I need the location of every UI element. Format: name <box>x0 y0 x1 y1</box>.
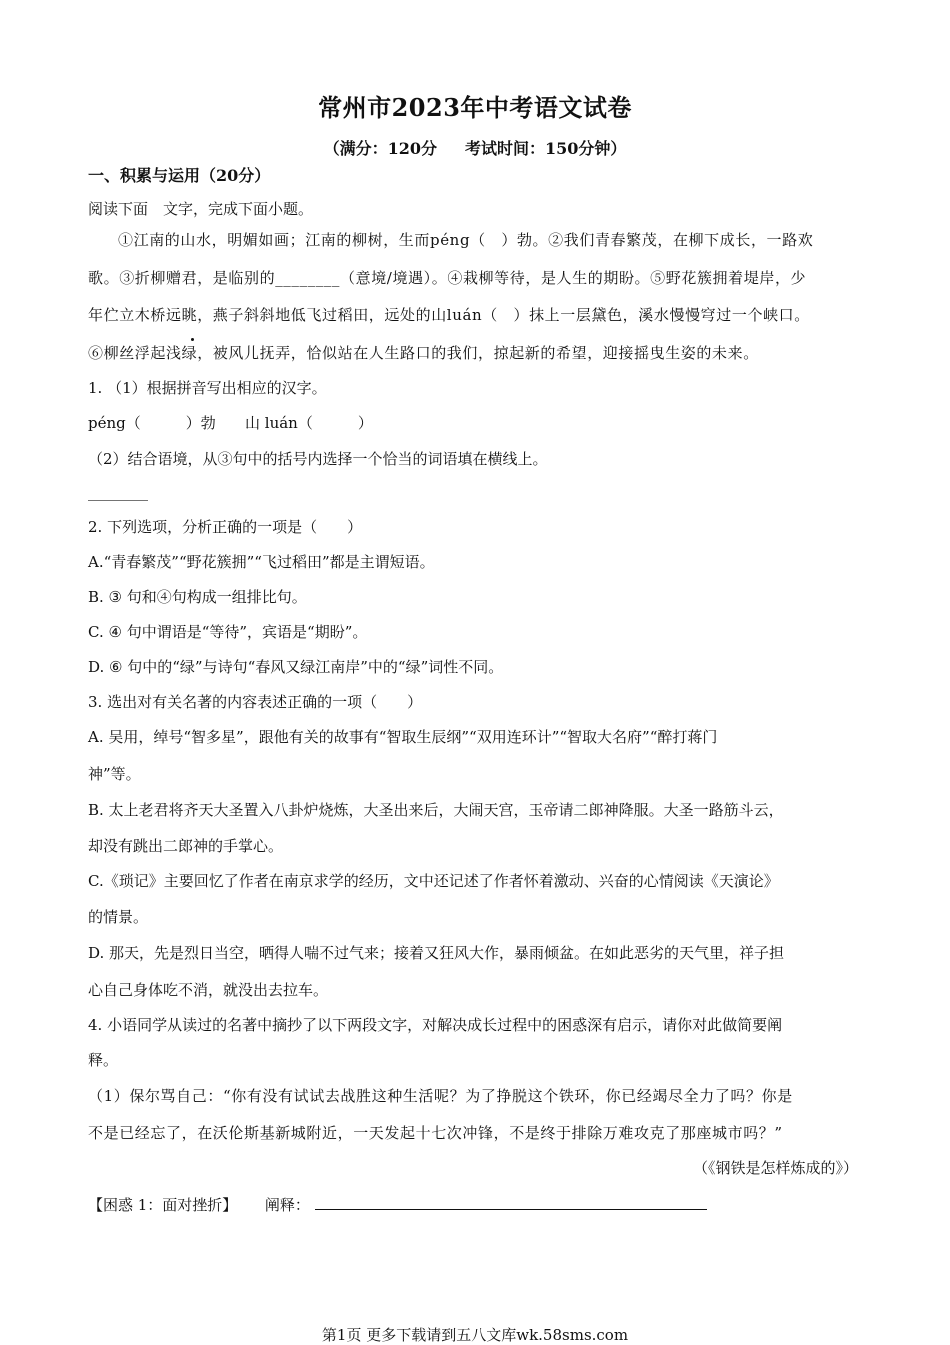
passage-line-1: ①江南的山水，明媚如画；江南的柳树，生而péng（ ）勃。②我们青春繁茂，在柳下成长，一路欢 <box>118 231 814 249</box>
page-footer: 第1页 更多下载请到五八文库wk.58sms.com <box>321 1326 629 1344</box>
question-3-option-b-cont: 却没有跳出二郎神的手掌心。 <box>88 837 284 855</box>
passage-line-4: ⑥柳丝浮起浅绿，被风儿抚弄，恰似站在人生路口的我们，掠起新的希望，迎接摇曳生姿的未来。 <box>88 344 759 362</box>
confusion-row <box>88 1193 707 1215</box>
question-2-option-b: B. ③ 句和④句构成一组排比句。 <box>88 588 307 606</box>
answer-blank <box>315 1193 707 1210</box>
question-2-stem: 2. 下列选项，分析正确的一项是（ ） <box>88 518 363 536</box>
full-score: （满分：120分 <box>323 139 437 158</box>
question-3-option-d: D. 那天，先是烈日当空，晒得人喘不过气来；接着又狂风大作，暴雨倾盆。在如此恶劣的天气里，祥子担 <box>88 944 785 962</box>
passage-line-3: 年伫立木桥远眺，燕子斜斜地低飞过稻田，远处的山luán（ ）抹上一层黛色，溪水慢慢穹过一个峡口。 <box>88 306 810 324</box>
question-3-option-c: C.《琐记》主要回忆了作者在南京求学的经历，文中还记述了作者怀着激动、兴奋的心情阅读《天演论》 <box>88 872 779 890</box>
emphasis-dot <box>191 338 194 341</box>
question-4-stem: 4. 小语同学从读过的名著中摘抄了以下两段文字，对解决成长过程中的困惑深有启示，请你对此做简要阐 <box>88 1016 783 1034</box>
exam-time: 考试时间：150分钟） <box>465 139 627 158</box>
passage-line-2: 歌。③折柳赠君，是临别的________（意境/境遇）。④栽柳等待，是人生的期盼。⑤野花簇拥着堤岸，少 <box>88 269 807 287</box>
question-3-stem: 3. 选出对有关名著的内容表述正确的一项（ ） <box>88 693 423 711</box>
answer-line: ________ <box>88 483 148 501</box>
question-3-option-a: A. 吴用，绰号“智多星”，跟他有关的故事有“智取生辰纲”“双用连环计”“智取大名府”“醉打蒋门 <box>88 728 718 746</box>
question-2-option-d: D. ⑥ 句中的“绿”与诗句“春风又绿江南岸”中的“绿”词性不同。 <box>88 658 504 676</box>
question-3-option-d-cont: 心自己身体吃不消，就没出去拉车。 <box>88 981 329 999</box>
section-heading: 一、积累与运用（20分） <box>88 166 271 185</box>
question-2-option-c: C. ④ 句中谓语是“等待”，宾语是“期盼”。 <box>88 623 368 641</box>
question-1-stem: 1. （1）根据拼音写出相应的汉字。 <box>88 379 327 397</box>
question-3-option-c-cont: 的情景。 <box>88 908 149 926</box>
question-1-pinyin-a: péng（ ）勃 <box>88 414 216 432</box>
exam-title: 常州市2023年中考语文试卷 <box>318 93 632 122</box>
question-2-option-a: A.“青春繁茂”“野花簇拥”“飞过稻田”都是主谓短语。 <box>88 553 435 571</box>
question-3-option-b: B. 太上老君将齐天大圣置入八卦炉烧炼，大圣出来后，大闹天宫，玉帝请二郎神降服。大圣一路筋斗云， <box>88 801 784 819</box>
quote-source: （《钢铁是怎样炼成的》） <box>692 1159 858 1177</box>
explain-label: 阐释： <box>264 1196 310 1214</box>
quote-line-1: （1）保尔骂自己：“你有没有试试去战胜这种生活呢？为了挣脱这个铁环，你已经竭尽全力了吗？你是 <box>88 1087 793 1105</box>
question-1-pinyin-b: 山 luán（ ） <box>245 414 373 432</box>
confusion-label: 【困惑 1：面对挫折】 <box>88 1196 238 1214</box>
question-1-part-2: （2）结合语境，从③句中的括号内选择一个恰当的词语填在横线上。 <box>88 450 548 468</box>
question-4-stem-cont: 释。 <box>88 1051 119 1069</box>
quote-line-2: 不是已经忘了，在沃伦斯基新城附近，一天发起十七次冲锋，不是终于排除万难攻克了那座城市吗？” <box>88 1124 783 1142</box>
exam-subtitle <box>0 136 950 159</box>
reading-intro: 阅读下面 文字，完成下面小题。 <box>88 200 314 218</box>
question-3-option-a-cont: 神”等。 <box>88 765 141 783</box>
